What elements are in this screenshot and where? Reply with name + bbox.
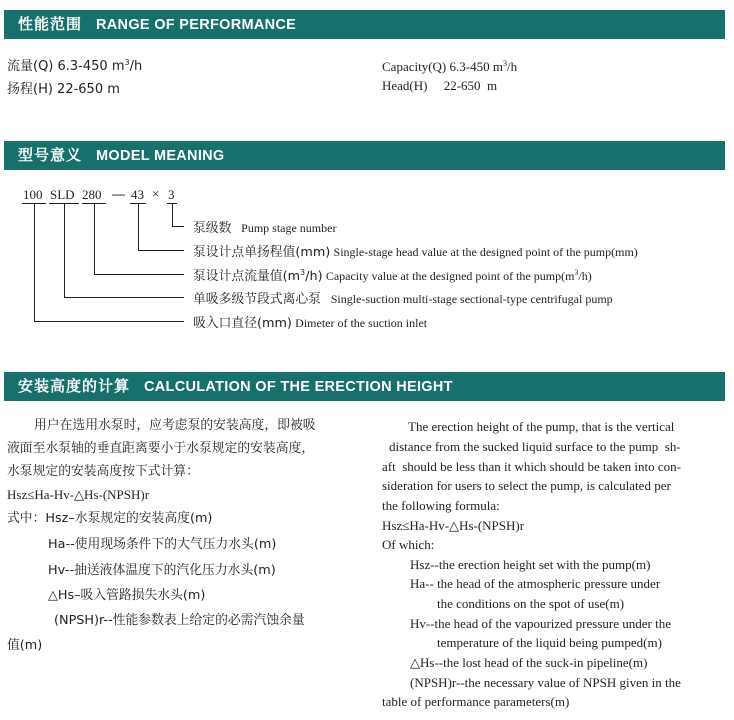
leader-stages xyxy=(172,226,184,227)
section-title-zh: 型号意义 xyxy=(18,146,83,164)
erection-zh-line: 式中：Hsz–水泵规定的安装高度(m) xyxy=(7,511,213,526)
erection-zh-line: 用户在选用水泵时，应考虑泵的安装高度，即被吸 xyxy=(34,418,316,433)
connector-stages xyxy=(172,204,173,226)
model-code-head: 43 xyxy=(131,187,144,202)
erection-en-line: (NPSH)r--the necessary value of NPSH given in the xyxy=(410,675,681,690)
section-header-performance xyxy=(4,10,725,39)
erection-en-line: distance from the sucked liquid surface to the pump sh- xyxy=(389,439,681,454)
erection-en-line: △Hs--the lost head of the suck-in pipeline(m) xyxy=(410,655,648,670)
erection-en-line: Hsz--the erection height set with the pump(m) xyxy=(410,557,651,572)
capacity-zh: 流量(Q) 6.3-450 $m^3/h$ xyxy=(7,58,143,74)
model-code-times: × xyxy=(152,186,160,201)
capacity-en: Capacity(Q) 6.3-450 $m^3/h$ xyxy=(382,59,518,74)
erection-en-line: sideration for users to select the pump, is calculated per xyxy=(382,478,671,493)
model-code-capacity: 280 xyxy=(82,187,102,202)
erection-zh-formula: Hsz≤Ha-Hv-△Hs-(NPSH)r xyxy=(7,487,150,502)
erection-zh-line: (NPSH)r--性能参数表上给定的必需汽蚀余量 xyxy=(54,613,305,628)
erection-zh-line: 值(m) xyxy=(7,638,43,653)
model-code-stages: 3 xyxy=(168,187,175,202)
section-title-en: MODEL MEANING xyxy=(96,148,225,164)
section-title-zh: 性能范围 xyxy=(18,15,83,33)
model-item-stages: 泵级数 Pump stage number xyxy=(193,221,337,236)
erection-en-line: aft should be less than it which should be taken into con- xyxy=(382,459,681,474)
model-code-dash: — xyxy=(112,186,125,201)
erection-zh-line: Ha--使用现场条件下的大气压力水头(m) xyxy=(48,537,277,552)
connector-diameter xyxy=(34,204,35,321)
section-header-erection xyxy=(4,372,725,401)
head-en: Head(H) 22-650 m xyxy=(382,78,498,93)
erection-en-formula: Hsz≤Ha-Hv-△Hs-(NPSH)r xyxy=(382,518,525,533)
erection-zh-line: 水泵规定的安装高度按下式计算： xyxy=(7,464,199,479)
model-code-type: SLD xyxy=(50,187,75,202)
section-title-zh: 安装高度的计算 xyxy=(18,377,131,395)
leader-type xyxy=(64,297,184,298)
leader-capacity xyxy=(94,274,184,275)
erection-zh-line: △Hs–吸入管路损失水头(m) xyxy=(48,588,206,603)
section-title-en: CALCULATION OF THE ERECTION HEIGHT xyxy=(144,379,453,395)
erection-zh-line: 液面至水泵轴的垂直距离要小于水泵规定的安装高度， xyxy=(7,441,315,456)
model-item-diameter: 吸入口直径(mm) Dimeter of the suction inlet xyxy=(193,316,428,331)
section-header-model xyxy=(4,141,725,170)
model-item-head: 泵设计点单扬程值(mm) Single-stage head value at the designed point of the pump(mm) xyxy=(193,245,638,260)
section-title-en: RANGE OF PERFORMANCE xyxy=(96,17,297,33)
connector-capacity xyxy=(94,204,95,274)
erection-en-line: the conditions on the spot of use(m) xyxy=(437,596,625,611)
model-code-diameter: 100 xyxy=(23,187,43,202)
erection-en-line: table of performance parameters(m) xyxy=(382,694,570,709)
leader-head xyxy=(138,250,184,251)
erection-en-line: Hv--the head of the vapourized pressure under the xyxy=(410,616,671,631)
erection-en-line: Of which: xyxy=(382,537,435,552)
erection-zh-line: Hv--抽送液体温度下的汽化压力水头(m) xyxy=(48,563,276,578)
erection-en-line: the following formula: xyxy=(382,498,500,513)
erection-en-line: temperature of the liquid being pumped(m) xyxy=(437,635,662,650)
leader-diameter xyxy=(34,321,184,322)
model-item-capacity: 泵设计点流量值$(m^3/h)$ Capacity value at the designed point of the $pump(m^3/h)$ xyxy=(193,268,592,284)
erection-en-line: Ha-- the head of the atmospheric pressure under xyxy=(410,576,661,591)
head-zh: 扬程(H) 22-650 m xyxy=(7,82,120,97)
model-item-type: 单吸多级节段式离心泵 Single-suction multi-stage sectional-type centrifugal pump xyxy=(193,292,613,307)
connector-type xyxy=(64,204,65,297)
connector-head xyxy=(138,204,139,250)
erection-en-line: The erection height of the pump, that is the vertical xyxy=(408,419,675,434)
